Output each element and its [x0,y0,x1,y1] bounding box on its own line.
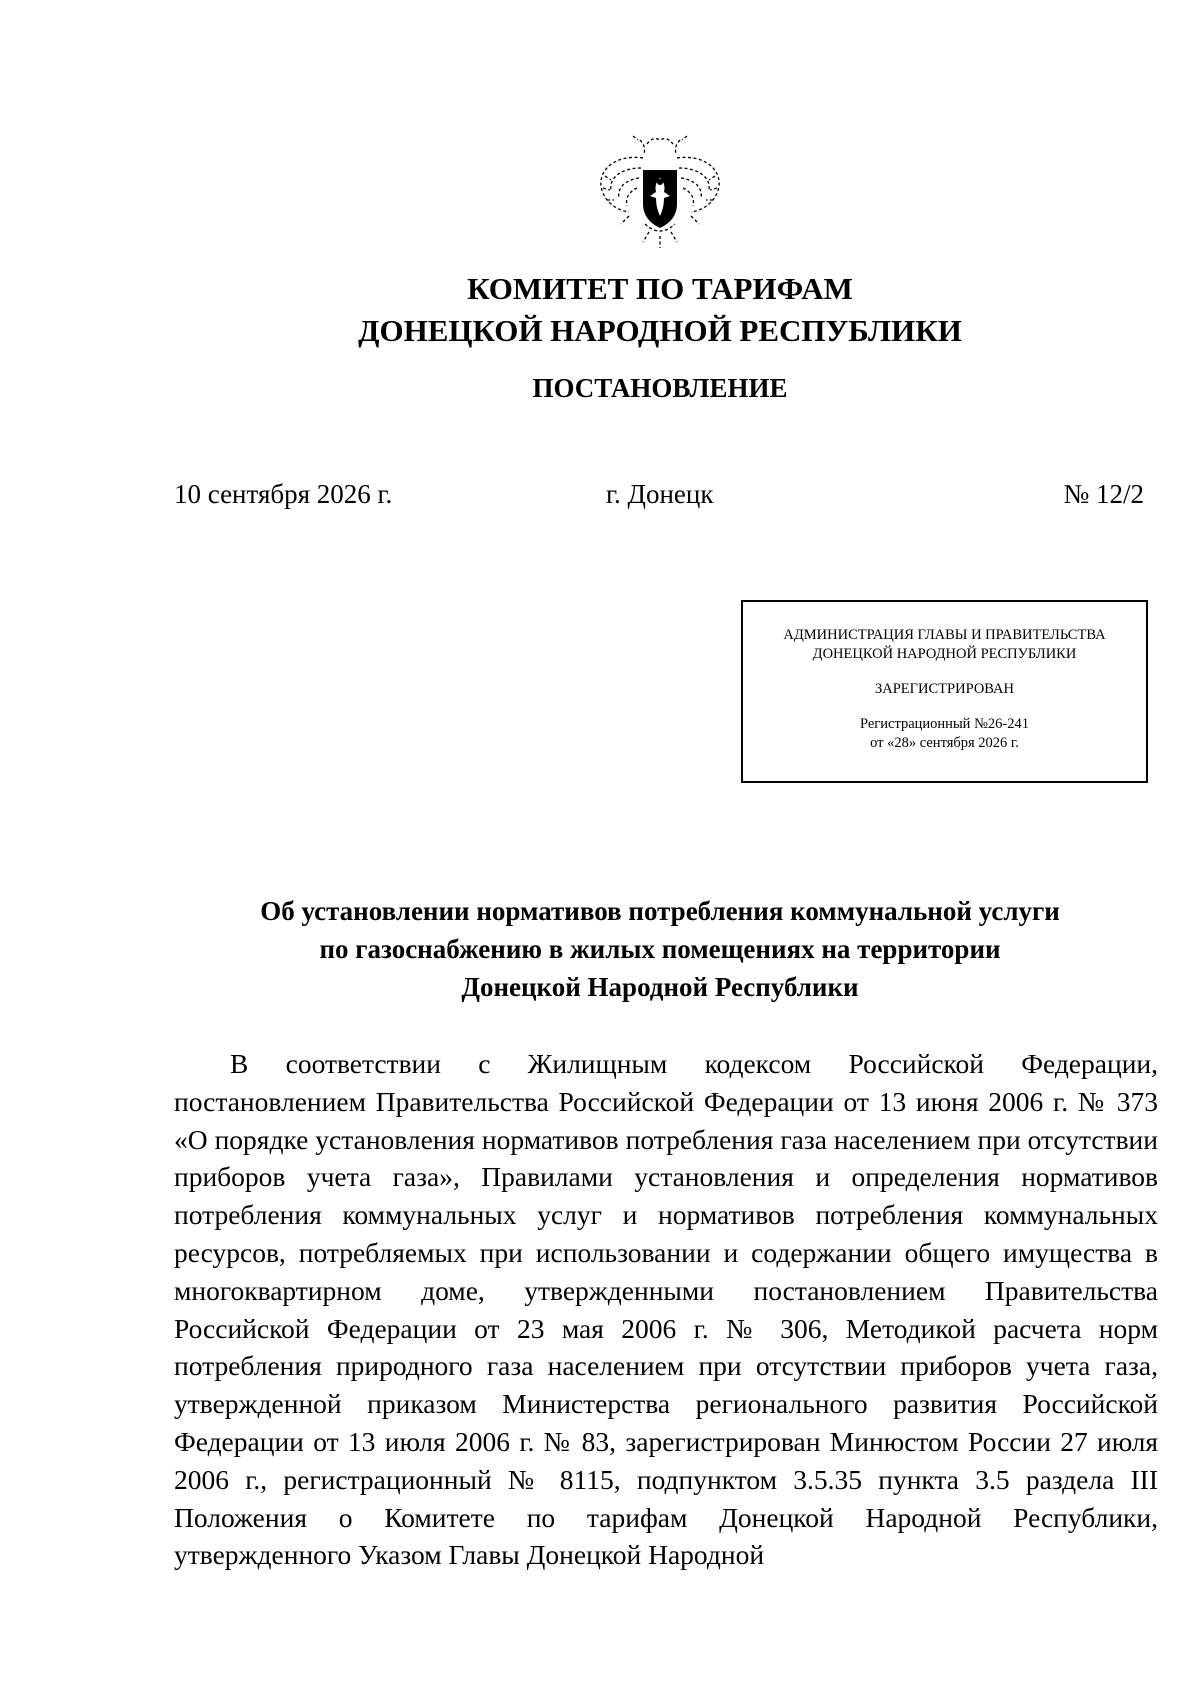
registration-number: Регистрационный №26-241 [860,716,1029,732]
document-city: г. Донецк [606,479,714,509]
body-paragraph: В соответствии с Жилищным кодексом Российской Федерации, постановлением Правительства Российской Федерации от 13 июня 2006 г. № 373 «О порядке установления нормативов потребления газа населением при отсутствии приборов учета газа», Правилами установления и определения нормативов потребления коммунальных услуг и нормативов потребления коммунальных ресурсов, потребляемых при использовании и содержании общего имущества в многоквартирном доме, утвержденными постановлением Правительства Российской Федерации от 23 мая 2006 г. № 306, Методикой расчета норм потребления природного газа населением при отсутствии приборов учета газа, утвержденной приказом Министерства регионального развития Российской Федерации от 13 июля 2006 г. № 83, зарегистрирован Минюстом России 27 июля 2006 г., регистрационный № 8115, подпунктом 3.5.35 пункта 3.5 раздела III Положения о Комитете по тарифам Донецкой Народной Республики, утвержденного Указом Главы Донецкой Народной [174,1048,1158,1571]
registration-date: от «28» сентября 2026 г. [870,735,1019,751]
coat-of-arms-icon [585,128,735,256]
registration-stamp [741,600,1148,783]
registration-status: ЗАРЕГИСТРИРОВАН [875,681,1014,697]
document-type-heading: ПОСТАНОВЛЕНИЕ [532,373,788,403]
subject-line3: Донецкой Народной Республики [461,972,859,1002]
document-subject-title [140,892,1180,1006]
org-title-line1: КОМИТЕТ ПО ТАРИФАМ [467,271,853,306]
registration-number-block [743,715,1146,753]
registration-org-line2: ДОНЕЦКОЙ НАРОДНОЙ РЕСПУБЛИКИ [812,646,1077,662]
organization-title [0,268,1200,352]
registration-org-line1: АДМИНИСТРАЦИЯ ГЛАВЫ И ПРАВИТЕЛЬСТВА [783,627,1106,643]
registration-org [743,626,1146,664]
subject-line1: Об установлении нормативов потребления коммунальной услуги [260,896,1060,926]
document-date: 10 сентября 2026 г. [174,479,393,509]
subject-line2: по газоснабжению в жилых помещениях на территории [319,934,1001,964]
org-title-line2: ДОНЕЦКОЙ НАРОДНОЙ РЕСПУБЛИКИ [358,313,962,348]
document-number: № 12/2 [1063,479,1144,509]
